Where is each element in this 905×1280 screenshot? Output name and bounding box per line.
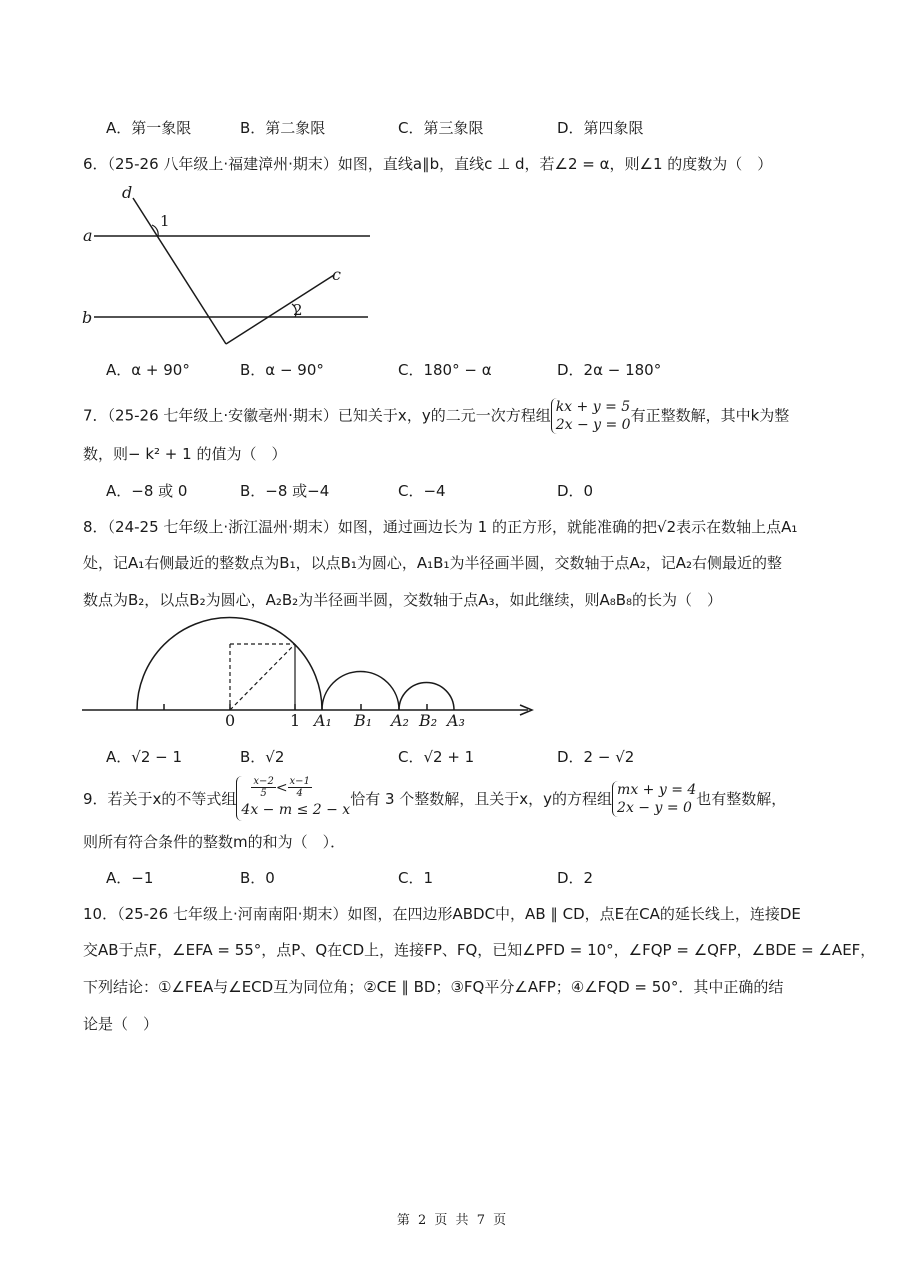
label-zero: 0 bbox=[225, 711, 236, 730]
q10-line-4: 论是（ ） bbox=[83, 1015, 159, 1033]
q10-line-1: 10．（25-26 七年级上·河南南阳·期末）如图，在四边形ABDC中，AB ∥ CD，点E在CA的延长线上，连接DE bbox=[83, 905, 801, 923]
q7-text-pre: 7．（25-26 七年级上·安徽亳州·期末）已知关于x，y的二元一次方程组 bbox=[83, 406, 551, 425]
q9-option-a: A．−1 bbox=[106, 869, 154, 887]
q9-eq-1: mx + y = 4 bbox=[617, 781, 697, 798]
q9-equation-system bbox=[612, 781, 696, 817]
q7-option-a: A．−8 或 0 bbox=[106, 482, 188, 500]
q6-parallel-lines-figure bbox=[78, 178, 378, 353]
label-d: d bbox=[122, 183, 133, 202]
page-number-footer: 第 2 页 共 7 页 bbox=[396, 1213, 509, 1228]
label-a: a bbox=[83, 226, 93, 245]
square-diagonal bbox=[230, 644, 295, 710]
label-b2: B₂ bbox=[419, 711, 438, 730]
q9-inequality-2: 4x − m ≤ 2 − x bbox=[241, 802, 351, 818]
q9-eq-2: 2x − y = 0 bbox=[617, 799, 692, 816]
q9-option-c: C．1 bbox=[398, 869, 434, 887]
label-2: 2 bbox=[293, 301, 303, 319]
q10-line-3: 下列结论：①∠FEA与∠ECD互为同位角；②CE ∥ BD；③FQ平分∠AFP；④∠FQD = 50°．其中正确的结 bbox=[83, 978, 784, 996]
q9-fraction-2: $\frac{x-1}{4}$ bbox=[289, 776, 310, 799]
q9-line-1 bbox=[83, 776, 786, 821]
q6-question-text: 6．（25-26 八年级上·福建漳州·期末）如图，直线a∥b，直线c ⊥ d，若∠2 = α，则∠1 的度数为（ ） bbox=[83, 155, 773, 173]
q6-option-a: A．α + 90° bbox=[106, 361, 190, 379]
q7-eq-2: 2x − y = 0 bbox=[555, 417, 631, 433]
q9-text-pre: 9．若关于x的不等式组 bbox=[83, 790, 237, 808]
q9-fraction-1: $\frac{x-2}{5}$ bbox=[253, 776, 274, 799]
label-one: 1 bbox=[290, 711, 301, 730]
q6-option-c: C．180° − α bbox=[398, 361, 492, 379]
q8-line-1: 8．（24-25 七年级上·浙江温州·期末）如图，通过画边长为 1 的正方形，就能准确的把√2表示在数轴上点A₁ bbox=[83, 518, 798, 536]
q7-option-d: D．0 bbox=[557, 482, 594, 500]
q5-option-b: B．第二象限 bbox=[240, 119, 326, 137]
q9-option-b: B．0 bbox=[240, 869, 275, 887]
q7-eq-1: kx + y = 5 bbox=[555, 399, 631, 415]
q9-inequality-system: $\frac{x-2}{5}$ < $\frac{x-1}{4}$ 4x − m ≤ 2 − x bbox=[236, 776, 350, 821]
line-c bbox=[226, 275, 334, 344]
q7-option-b: B．−8 或−4 bbox=[240, 482, 330, 500]
q8-option-b: B．√2 bbox=[240, 748, 285, 766]
q8-number-line-figure bbox=[78, 612, 540, 737]
label-b: b bbox=[82, 308, 93, 327]
q10-line-2: 交AB于点F，∠EFA = 55°，点P、Q在CD上，连接FP、FQ，已知∠PFD = 10°，∠FQP = ∠QFP，∠BDE = ∠AEF， bbox=[83, 941, 876, 959]
q6-option-d: D．2α − 180° bbox=[557, 361, 662, 379]
q8-option-a: A．√2 − 1 bbox=[106, 748, 183, 766]
q9-option-d: D．2 bbox=[557, 869, 594, 887]
q8-option-d: D．2 − √2 bbox=[557, 748, 635, 766]
label-a2: A₂ bbox=[391, 711, 409, 730]
q9-line-2: 则所有符合条件的整数m的和为（ ）． bbox=[83, 833, 346, 851]
q5-option-a: A．第一象限 bbox=[106, 119, 192, 137]
q8-line-3: 数点为B₂，以点B₂为圆心，A₂B₂为半径画半圆，交数轴于点A₃，如此继续，则A₈B₈的长为（ ） bbox=[83, 591, 723, 609]
q7-text-post: 有正整数解，其中k为整 bbox=[630, 406, 790, 425]
q9-text-mid: 恰有 3 个整数解，且关于x，y的方程组 bbox=[350, 790, 613, 808]
label-a3: A₃ bbox=[447, 711, 465, 730]
q8-line-2: 处，记A₁右侧最近的整数点为B₁，以点B₁为圆心，A₁B₁为半径画半圆，交数轴于点A₂，记A₂右侧最近的整 bbox=[83, 554, 783, 572]
q9-text-post: 也有整数解， bbox=[696, 790, 787, 808]
q7-equation-system bbox=[551, 398, 631, 434]
label-b1: B₁ bbox=[354, 711, 373, 730]
label-1: 1 bbox=[160, 212, 170, 230]
q5-option-d: D．第四象限 bbox=[557, 119, 644, 137]
q5-option-c: C．第三象限 bbox=[398, 119, 484, 137]
q8-option-c: C．√2 + 1 bbox=[398, 748, 475, 766]
q6-option-b: B．α − 90° bbox=[240, 361, 324, 379]
q7-option-c: C．−4 bbox=[398, 482, 446, 500]
label-c: c bbox=[332, 265, 341, 284]
q7-line-2: 数，则− k² + 1 的值为（ ） bbox=[83, 445, 287, 463]
label-a1: A₁ bbox=[314, 711, 332, 730]
line-d bbox=[133, 198, 226, 344]
q7-line-1 bbox=[83, 398, 789, 434]
